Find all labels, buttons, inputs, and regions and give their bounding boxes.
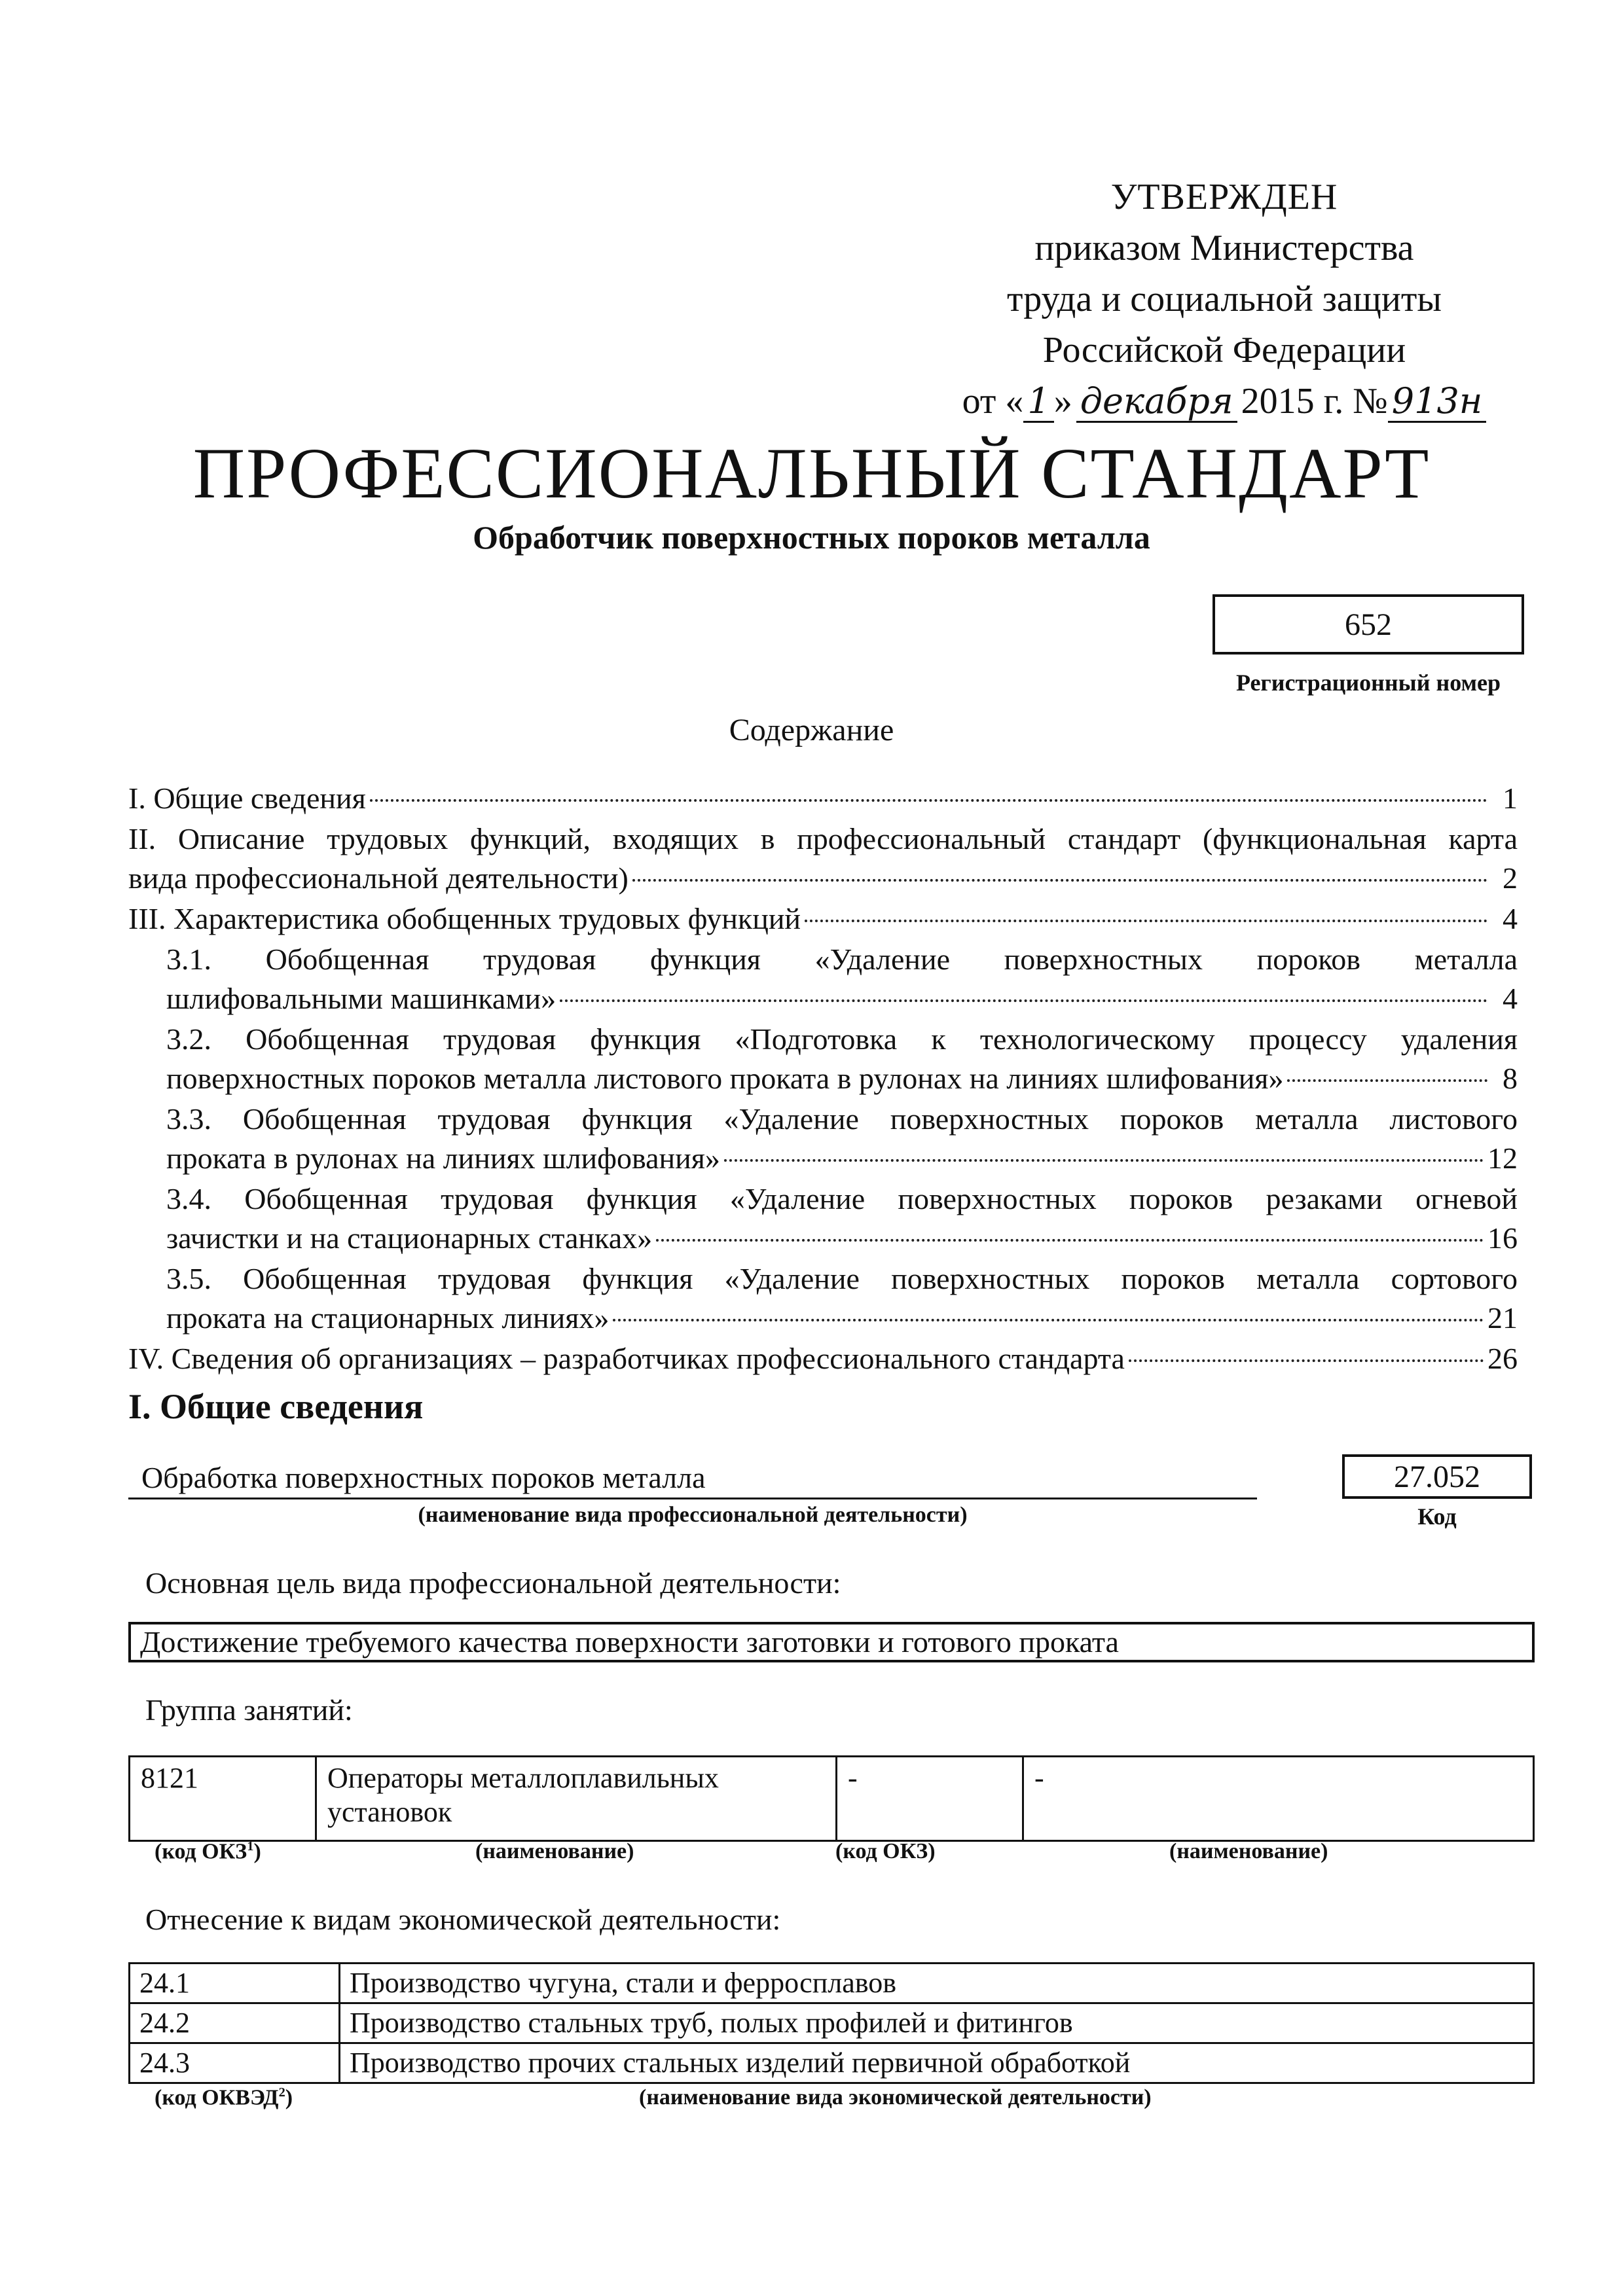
okved-table-captions <box>128 2085 1535 2118</box>
toc-entry-text: III. Характеристика обобщенных трудовых функций <box>128 902 801 935</box>
toc-entry-text: I. Общие сведения <box>128 781 366 815</box>
caption-okz-code: (код ОКЗ$^1$) <box>155 1839 261 1864</box>
toc-leader <box>805 920 1487 922</box>
toc-entry-text-cont: зачистки и на стационарных станках» <box>166 1221 653 1255</box>
table-row <box>130 1964 1534 2003</box>
toc-entry[interactable] <box>128 1339 1518 1378</box>
caption-name: (наименование) <box>475 1839 634 1863</box>
okz-code-cell: - <box>837 1757 1023 1841</box>
okved-name-cell: Производство чугуна, стали и ферросплавов <box>340 1964 1534 2003</box>
toc-entry-text-cont: поверхностных пороков металла листового проката в рулонах на линиях шлифования» <box>166 1062 1284 1095</box>
toc-entry[interactable] <box>128 1179 1518 1258</box>
approval-line: труда и социальной защиты <box>1007 279 1442 319</box>
okved-label: Отнесение к видам экономической деятельности: <box>145 1903 781 1936</box>
group-table-captions <box>128 1839 1535 1872</box>
toc-leader <box>1129 1359 1484 1362</box>
table-row <box>130 2003 1534 2043</box>
okved-code-cell: 24.1 <box>130 1964 340 2003</box>
activity-code-caption: Код <box>1417 1503 1457 1530</box>
toc-entry-page: 2 <box>1503 861 1518 895</box>
toc-entry-page: 4 <box>1503 902 1518 935</box>
date-month-handwritten: декабря <box>1076 382 1237 423</box>
toc-entry-text: 3.2. Обобщенная трудовая функция «Подготовка к технологическому процессу удаления <box>166 1022 1518 1056</box>
activity-name-caption: (наименование вида профессиональной деятельности) <box>418 1503 968 1527</box>
toc-entry[interactable] <box>128 1259 1518 1338</box>
date-prefix: от « <box>962 381 1024 422</box>
order-number-handwritten: 913н <box>1388 382 1487 423</box>
toc-leader <box>724 1159 1484 1162</box>
caption-okz-code: (код ОКЗ) <box>835 1839 936 1863</box>
toc-entry-text: 3.3. Обобщенная трудовая функция «Удаление поверхностных пороков металла листового <box>166 1102 1518 1136</box>
section-heading: I. Общие сведения <box>128 1387 424 1426</box>
toc-leader <box>370 799 1487 802</box>
toc-entry-page: 26 <box>1487 1342 1518 1375</box>
toc-entry-text: 3.4. Обобщенная трудовая функция «Удаление поверхностных пороков резаками огневой <box>166 1182 1518 1215</box>
table-of-contents <box>128 779 1518 1380</box>
group-label: Группа занятий: <box>145 1693 353 1727</box>
toc-entry[interactable] <box>128 940 1518 1018</box>
toc-entry-text-cont: вида профессиональной деятельности) <box>128 861 629 895</box>
date-mid: » <box>1053 381 1072 422</box>
okved-code-cell: 24.3 <box>130 2043 340 2083</box>
activity-code-box: 27.052 <box>1342 1454 1532 1499</box>
date-year: 2015 г. № <box>1241 381 1388 422</box>
toc-entry-page: 21 <box>1487 1301 1518 1335</box>
caption-activity-name: (наименование вида экономической деятельности) <box>639 2085 1152 2109</box>
toc-entry-page: 12 <box>1487 1141 1518 1175</box>
date-day-handwritten: 1 <box>1023 382 1053 423</box>
goal-field: Достижение требуемого качества поверхности заготовки и готового проката <box>128 1622 1535 1662</box>
okved-table <box>128 1962 1535 2084</box>
okz-name-cell: Операторы металлоплавильных установок <box>316 1757 837 1841</box>
approval-title: УТВЕРЖДЕН <box>1110 177 1338 217</box>
toc-leader <box>613 1319 1484 1321</box>
toc-entry-page: 1 <box>1503 781 1518 815</box>
okz-code-cell: 8121 <box>130 1757 316 1841</box>
toc-entry[interactable] <box>128 779 1518 818</box>
toc-entry[interactable] <box>128 819 1518 898</box>
toc-entry-text-cont: шлифовальными машинками» <box>166 982 556 1015</box>
toc-heading: Содержание <box>729 713 894 747</box>
occupation-group-table <box>128 1755 1535 1842</box>
approval-date-line <box>962 376 1483 427</box>
toc-entry-text-cont: проката в рулонах на линиях шлифования» <box>166 1141 720 1175</box>
toc-entry-page: 16 <box>1487 1221 1518 1255</box>
toc-entry-text: 3.1. Обобщенная трудовая функция «Удаление поверхностных пороков металла <box>166 942 1518 976</box>
okz-name-cell: - <box>1023 1757 1534 1841</box>
toc-leader <box>656 1239 1484 1242</box>
toc-entry-text: 3.5. Обобщенная трудовая функция «Удаление поверхностных пороков металла сортового <box>166 1262 1518 1295</box>
table-row <box>130 1757 1534 1841</box>
caption-name: (наименование) <box>1169 1839 1328 1863</box>
activity-name-field: Обработка поверхностных пороков металла <box>128 1458 1257 1499</box>
toc-entry-text: II. Описание трудовых функций, входящих в профессиональный стандарт (функциональная карта <box>128 822 1518 855</box>
toc-leader <box>560 999 1487 1002</box>
toc-entry[interactable] <box>128 899 1518 939</box>
toc-leader <box>632 879 1487 882</box>
table-row <box>130 2043 1534 2083</box>
approval-block <box>962 171 1483 427</box>
standard-title: ПРОФЕССИОНАЛЬНЫЙ СТАНДАРТ <box>192 433 1431 513</box>
approval-line: приказом Министерства <box>1034 228 1414 268</box>
standard-subtitle: Обработчик поверхностных пороков металла <box>473 519 1150 556</box>
registration-number-caption: Регистрационный номер <box>1235 670 1501 696</box>
toc-entry[interactable] <box>128 1100 1518 1178</box>
caption-okved-code: (код ОКВЭД$^2$) <box>155 2085 293 2110</box>
toc-entry-text-cont: проката на стационарных линиях» <box>166 1301 610 1335</box>
toc-entry-page: 8 <box>1503 1062 1518 1095</box>
toc-entry-text: IV. Сведения об организациях – разработчиках профессионального стандарта <box>128 1342 1125 1375</box>
toc-entry[interactable] <box>128 1020 1518 1098</box>
registration-number-box: 652 <box>1213 594 1524 655</box>
toc-entry-page: 4 <box>1503 982 1518 1015</box>
toc-leader <box>1287 1079 1487 1082</box>
okved-name-cell: Производство стальных труб, полых профилей и фитингов <box>340 2003 1534 2043</box>
approval-line: Российской Федерации <box>1042 330 1406 370</box>
okved-code-cell: 24.2 <box>130 2003 340 2043</box>
okved-name-cell: Производство прочих стальных изделий первичной обработкой <box>340 2043 1534 2083</box>
goal-label: Основная цель вида профессиональной деятельности: <box>145 1566 841 1600</box>
